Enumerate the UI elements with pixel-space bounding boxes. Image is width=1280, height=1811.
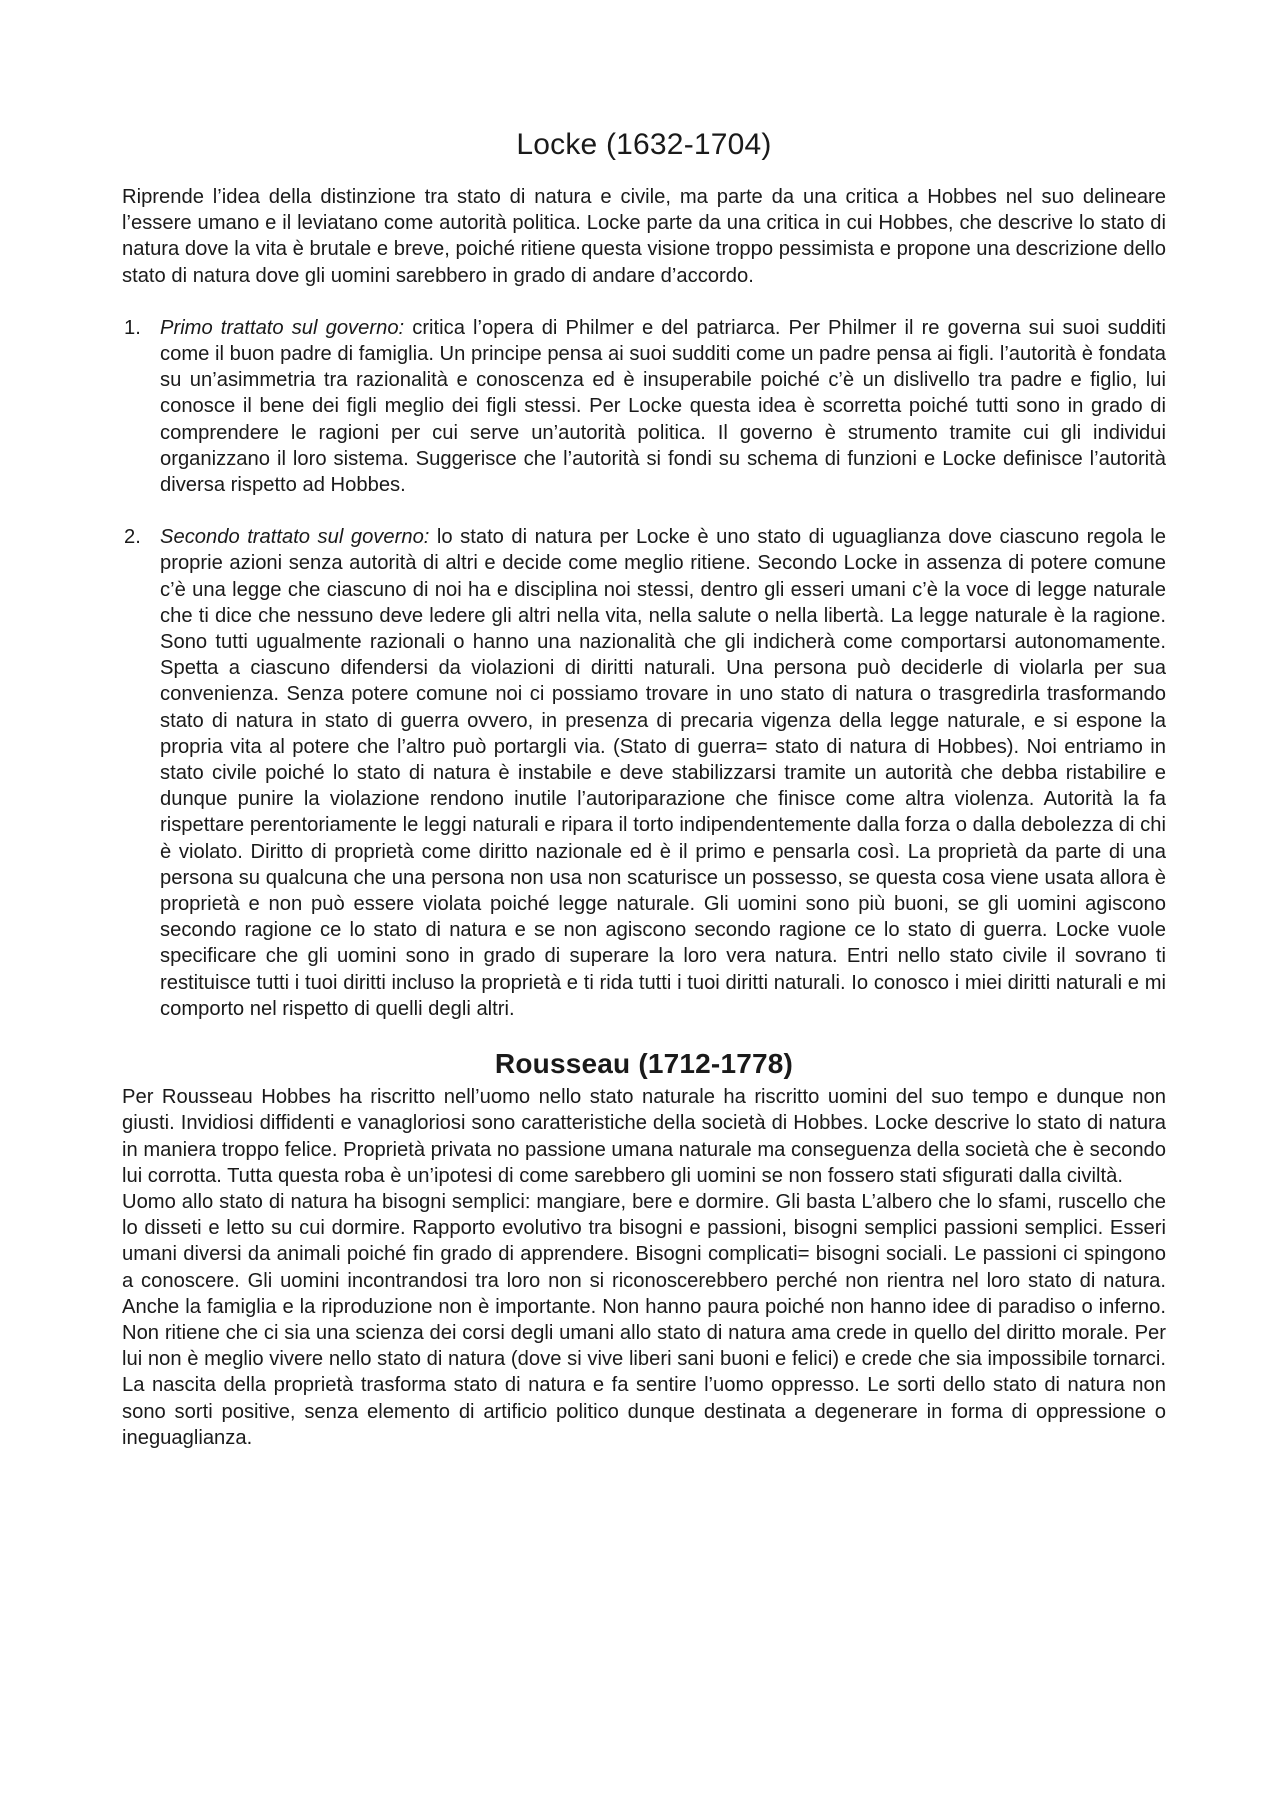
list-item-lead: Primo trattato sul governo: [160, 316, 405, 339]
locke-treatises-list [122, 315, 1166, 1022]
document-page [122, 118, 1166, 1451]
rousseau-title: Rousseau (1712-1778) [494, 1048, 794, 1080]
list-item-text: critica l’opera di Philmer e del patriarca. Per Philmer il re governa sui suoi sudditi come il buon padre di famiglia. Un principe pensa ai suoi sudditi come un padre pensa ai figli. l’autorità è fondata su un’asimmetria tra razionalità e conoscenza ed è insuperabile poiché c’è un dislivello tra padre e figlio, lui conosce il bene dei figli meglio dei figli stessi. Per Locke questa idea è scorretta poiché tutti sono in grado di comprendere le ragioni per cui serve un’autorità politica. Il governo è strumento tramite cui gli individui organizzano il loro sistema. Suggerisce che l’autorità si fondi su schema di funzioni e Locke definisce l’autorità diversa rispetto ad Hobbes. [160, 316, 1166, 497]
rousseau-paragraph: Per Rousseau Hobbes ha riscritto nell’uomo nello stato naturale ha riscritto uomini del suo tempo e dunque non giusti. Invidiosi diffidenti e vanagloriosi sono caratteristiche della società di Hobbes. Locke descrive lo stato di natura in maniera troppo felice. Proprietà privata no passione umana naturale ma conseguenza della società che è secondo lui corrotta. Tutta questa roba è un’ipotesi di come sarebbero gli uomini se non fossero stati sfigurati dalla civiltà. [122, 1086, 1166, 1187]
locke-section [122, 128, 1166, 1022]
list-item-text: lo stato di natura per Locke è uno stato di uguaglianza dove ciascuno regola le proprie azioni senza autorità di altri e decide come meglio ritiene. Secondo Locke in assenza di potere comune c’è una legge che ciascuno di noi ha e disciplina noi stessi, dentro gli esseri umani c’è la voce di legge naturale che ti dice che nessuno deve ledere gli altri nella vita, nella salute o nella libertà. La legge naturale è la ragione. Sono tutti ugualmente razionali o hanno una nazionalità che gli indicherà come comportarsi autonomamente. Spetta a ciascuno difendersi da violazioni di diritti naturali. Una persona può deciderle di violarla per sua convenienza. Senza potere comune noi ci possiamo trovare in uno stato di natura o trasgredirla trasformando stato di natura in stato di guerra ovvero, in presenza di precaria vigenza della legge naturale, e si espone la propria vita al potere che l’altro può portargli via. (Stato di guerra= stato di natura di Hobbes). Noi entriamo in stato civile poiché lo stato di natura è instabile e deve stabilizzarsi tramite un autorità che debba ristabilire e dunque punire la violazione rendono inutile l’autoriparazione che finisce come altra violenza. Autorità la fa rispettare perentoriamente le leggi naturali e ripara il torto indipendentemente dalla forza o dalla debolezza di chi è violato. Diritto di proprietà come diritto nazionale ed è il primo e pensarla così. La proprietà da parte di una persona su qualcuna che una persona non usa non scaturisce un possesso, se questa cosa viene usata allora è proprietà e non può essere violata poiché legge naturale. Gli uomini sono più buoni, se gli uomini agiscono secondo ragione ce lo stato di natura e se non agiscono secondo ragione ce lo stato di guerra. Locke vuole specificare che gli uomini sono in grado di superare la loro vera natura. Entri nello stato civile il sovrano ti restituisce tutti i tuoi diritti incluso la proprietà e ti rida tutti i tuoi diritti naturali. Io conosco i miei diritti naturali e mi comporto nel rispetto di quelli degli altri. [160, 526, 1166, 1020]
list-item-lead: Secondo trattato sul governo: [160, 526, 430, 549]
rousseau-section [122, 1048, 1166, 1451]
locke-title: Locke (1632-1704) [516, 128, 772, 161]
rousseau-paragraph: Uomo allo stato di natura ha bisogni semplici: mangiare, bere e dormire. Gli basta L’albero che lo sfami, ruscello che lo disseti e letto su cui dormire. Rapporto evolutivo tra bisogni e passioni, bisogni semplici passioni semplici. Esseri umani diversi da animali poiché fin grado di apprendere. Bisogni complicati= bisogni sociali. Le passioni ci spingono a conoscere. Gli uomini incontrandosi tra loro non si riconoscerebbero perché non rientra nel loro stato di natura. Anche la famiglia e la riproduzione non è importante. Non hanno paura poiché non hanno idee di paradiso o inferno. Non ritiene che ci sia una scienza dei corsi degli umani allo stato di natura ama crede in quello del diritto morale. Per lui non è meglio vivere nello stato di natura (dove si vive liberi sani buoni e felici) e crede che sia impossibile tornarci. La nascita della proprietà trasforma stato di natura e fa sentire l’uomo oppresso. Le sorti dello stato di natura non sono sorti positive, senza elemento di artificio politico dunque destinata a degenerare in forma di oppressione o ineguaglianza. [122, 1190, 1166, 1449]
list-item [122, 524, 1166, 1022]
list-item [122, 315, 1166, 498]
locke-intro: Riprende l’idea della distinzione tra stato di natura e civile, ma parte da una critica a Hobbes nel suo delineare l’essere umano e il leviatano come autorità politica. Locke parte da una critica in cui Hobbes, che descrive lo stato di natura dove la vita è brutale e breve, poiché ritiene questa visione troppo pessimista e propone una descrizione dello stato di natura dove gli uomini sarebbero in grado di andare d’accordo. [122, 186, 1166, 287]
list-item-number: 1. [124, 316, 141, 339]
list-item-number: 2. [124, 526, 141, 549]
